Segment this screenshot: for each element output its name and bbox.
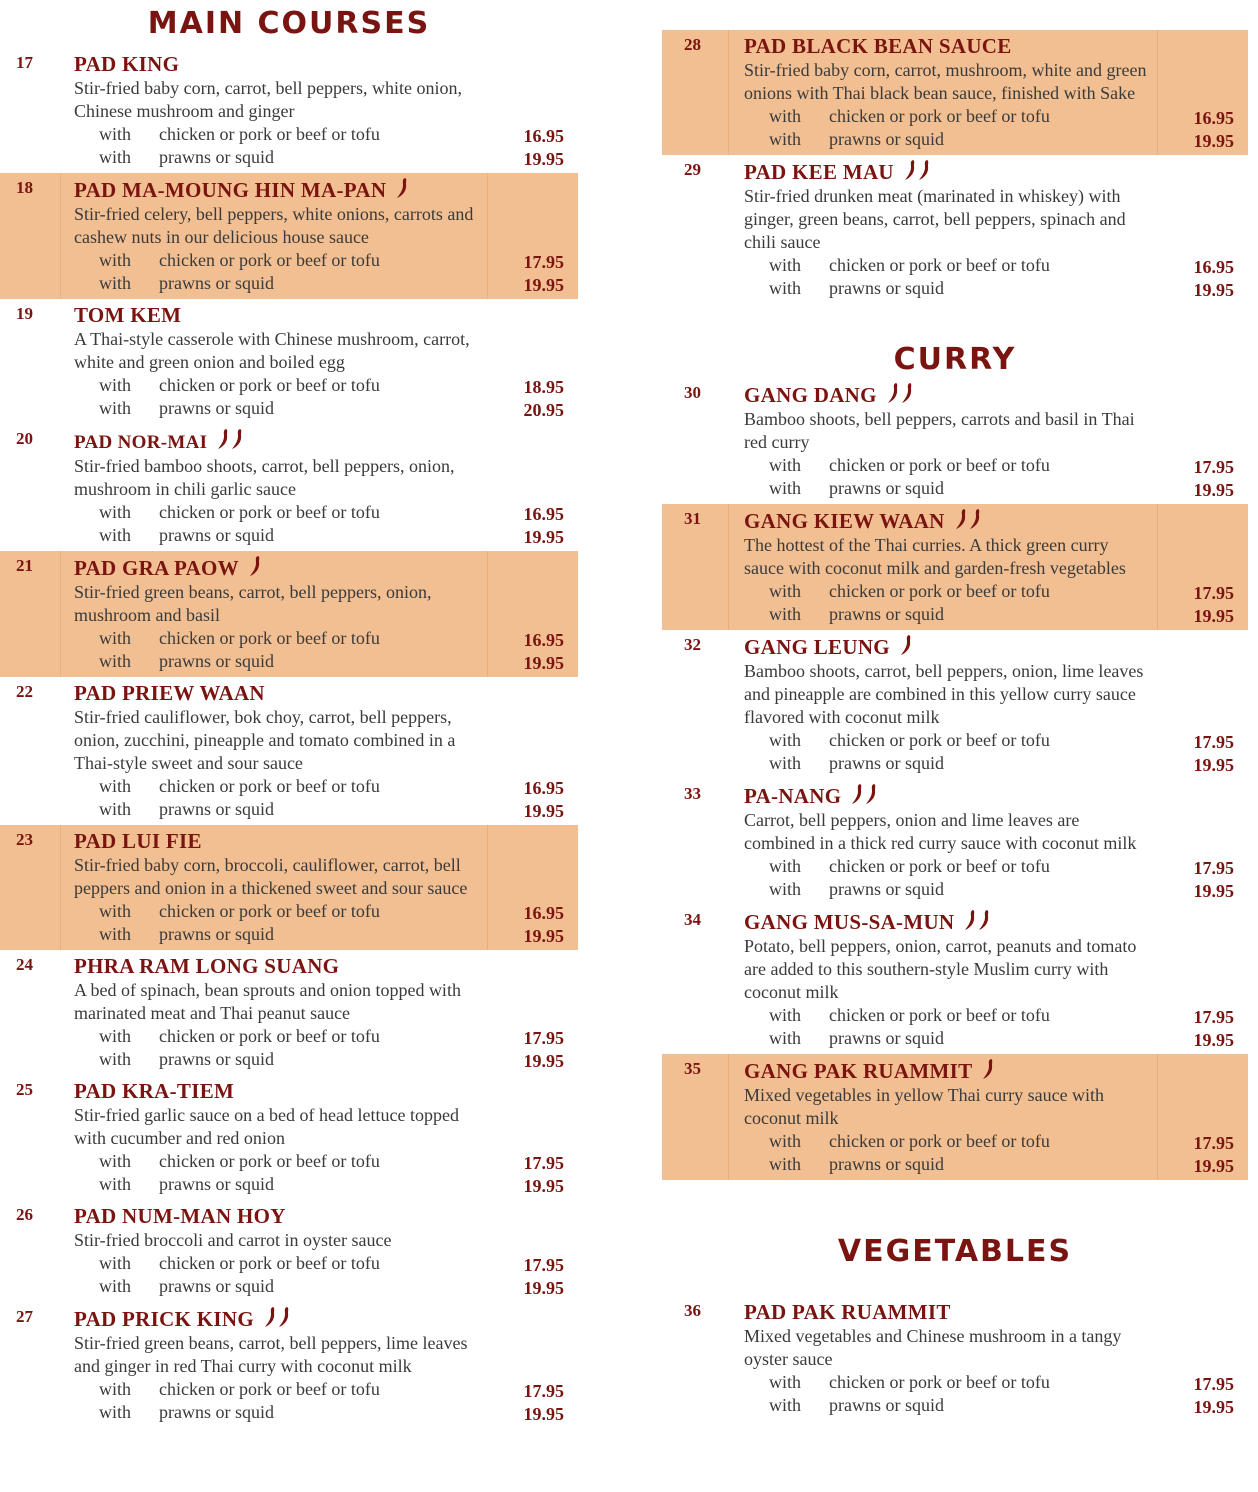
with-label: with bbox=[99, 1151, 132, 1171]
menu-item bbox=[0, 825, 578, 950]
menu-item bbox=[662, 905, 1248, 1054]
item-number: 29 bbox=[684, 160, 701, 179]
menu-item bbox=[0, 48, 578, 173]
item-description: Stir-fried celery, bell peppers, white onions, carrots and cashew nuts in our delicious house sauce bbox=[74, 204, 474, 247]
with-label: with bbox=[99, 375, 132, 395]
protein-options: prawns or squid bbox=[829, 129, 944, 149]
price-option-meat bbox=[74, 1252, 564, 1275]
price-option-seafood bbox=[74, 650, 564, 673]
menu-item bbox=[662, 1054, 1248, 1180]
protein-options: prawns or squid bbox=[829, 1154, 944, 1174]
with-label: with bbox=[769, 478, 802, 498]
protein-options: chicken or pork or beef or tofu bbox=[159, 776, 380, 796]
price-option-meat bbox=[74, 249, 564, 272]
price: 17.95 bbox=[1193, 858, 1234, 878]
menu-item bbox=[0, 299, 578, 424]
price-option-meat bbox=[74, 900, 564, 923]
price: 19.95 bbox=[1193, 881, 1234, 901]
price-option-seafood bbox=[74, 146, 564, 169]
chili-pepper-icon bbox=[900, 634, 912, 656]
protein-options: prawns or squid bbox=[159, 1049, 274, 1069]
item-name-text: PAD KRA-TIEM bbox=[74, 1079, 235, 1103]
price-option-meat bbox=[744, 580, 1234, 603]
item-name-text: PA-NANG bbox=[744, 784, 842, 808]
protein-options: chicken or pork or beef or tofu bbox=[159, 124, 380, 144]
item-name-text: PAD LUI FIE bbox=[74, 829, 202, 853]
price-option-seafood bbox=[744, 277, 1234, 300]
chili-pepper-icon bbox=[217, 428, 229, 450]
price: 19.95 bbox=[1193, 480, 1234, 500]
price-option-meat bbox=[74, 1025, 564, 1048]
price-option-seafood bbox=[744, 1394, 1234, 1417]
item-number: 26 bbox=[16, 1205, 33, 1224]
price-option-meat bbox=[744, 454, 1234, 477]
with-label: with bbox=[769, 879, 802, 899]
protein-options: prawns or squid bbox=[829, 1028, 944, 1048]
protein-options: chicken or pork or beef or tofu bbox=[159, 1379, 380, 1399]
price: 19.95 bbox=[1193, 1397, 1234, 1417]
item-number: 23 bbox=[16, 830, 33, 849]
item-name-text: GANG DANG bbox=[744, 383, 877, 407]
with-label: with bbox=[99, 628, 132, 648]
menu-item bbox=[662, 504, 1248, 630]
price: 17.95 bbox=[1193, 1133, 1234, 1153]
chili-pepper-icon bbox=[249, 555, 261, 577]
price: 19.95 bbox=[523, 1404, 564, 1424]
item-description: Mixed vegetables and Chinese mushroom in a tangy oyster sauce bbox=[744, 1326, 1122, 1369]
chili-pepper-icon bbox=[982, 1058, 994, 1080]
with-label: with bbox=[769, 730, 802, 750]
price: 17.95 bbox=[1193, 732, 1234, 752]
price: 19.95 bbox=[523, 1176, 564, 1196]
protein-options: prawns or squid bbox=[829, 879, 944, 899]
item-description: Bamboo shoots, bell peppers, carrots and basil in Thai red curry bbox=[744, 409, 1135, 452]
with-label: with bbox=[99, 1379, 132, 1399]
price-option-meat bbox=[744, 105, 1234, 128]
with-label: with bbox=[99, 124, 132, 144]
item-description: Stir-fried green beans, carrot, bell peppers, lime leaves and ginger in red Thai curry with coconut milk bbox=[74, 1333, 468, 1376]
item-description: Stir-fried bamboo shoots, carrot, bell peppers, onion, mushroom in chili garlic sauce bbox=[74, 456, 455, 499]
price: 17.95 bbox=[1193, 457, 1234, 477]
item-number: 28 bbox=[684, 35, 701, 54]
item-name bbox=[744, 159, 1234, 185]
item-number: 31 bbox=[684, 509, 701, 528]
with-label: with bbox=[99, 1253, 132, 1273]
price: 16.95 bbox=[523, 504, 564, 524]
item-description: Stir-fried garlic sauce on a bed of head lettuce topped with cucumber and red onion bbox=[74, 1105, 459, 1148]
with-label: with bbox=[769, 129, 802, 149]
item-number: 34 bbox=[684, 910, 701, 929]
price-option-seafood bbox=[744, 128, 1234, 151]
menu-item bbox=[0, 424, 578, 551]
price: 17.95 bbox=[523, 252, 564, 272]
with-label: with bbox=[769, 604, 802, 624]
item-number: 17 bbox=[16, 53, 33, 72]
item-name bbox=[74, 1204, 564, 1229]
item-description: Mixed vegetables in yellow Thai curry sauce with coconut milk bbox=[744, 1085, 1105, 1128]
price: 19.95 bbox=[1193, 755, 1234, 775]
item-description: Stir-fried cauliflower, bok choy, carrot, bell peppers, onion, zucchini, pineapple and tomato combined in a Thai-style sweet and sour sauce bbox=[74, 707, 456, 773]
with-label: with bbox=[99, 147, 132, 167]
price: 16.95 bbox=[1193, 108, 1234, 128]
with-label: with bbox=[769, 1131, 802, 1151]
item-name-text: PAD MA-MOUNG HIN MA-PAN bbox=[74, 178, 387, 202]
item-name bbox=[744, 34, 1234, 59]
menu-item bbox=[0, 173, 578, 299]
with-label: with bbox=[99, 502, 132, 522]
item-description: A Thai-style casserole with Chinese mushroom, carrot, white and green onion and boiled egg bbox=[74, 329, 470, 372]
with-label: with bbox=[769, 1154, 802, 1174]
item-name bbox=[74, 681, 564, 706]
with-label: with bbox=[769, 1372, 802, 1392]
with-label: with bbox=[769, 856, 802, 876]
price-option-seafood bbox=[74, 1048, 564, 1071]
item-name bbox=[74, 1306, 564, 1332]
price: 19.95 bbox=[523, 149, 564, 169]
with-label: with bbox=[99, 1276, 132, 1296]
protein-options: chicken or pork or beef or tofu bbox=[829, 106, 1050, 126]
price: 19.95 bbox=[523, 275, 564, 295]
protein-options: prawns or squid bbox=[159, 1402, 274, 1422]
price-option-meat bbox=[74, 1150, 564, 1173]
chili-pepper-icon bbox=[231, 428, 243, 450]
item-number: 25 bbox=[16, 1080, 33, 1099]
price: 17.95 bbox=[1193, 583, 1234, 603]
with-label: with bbox=[99, 1402, 132, 1422]
item-name-text: GANG LEUNG bbox=[744, 635, 890, 659]
price: 19.95 bbox=[1193, 1030, 1234, 1050]
item-number: 36 bbox=[684, 1301, 701, 1320]
item-name-text: PAD PRIEW WAAN bbox=[74, 681, 265, 705]
price: 19.95 bbox=[523, 801, 564, 821]
price-option-seafood bbox=[74, 923, 564, 946]
with-label: with bbox=[769, 106, 802, 126]
protein-options: prawns or squid bbox=[159, 398, 274, 418]
price: 19.95 bbox=[1193, 1156, 1234, 1176]
item-name-text: GANG KIEW WAAN bbox=[744, 509, 945, 533]
protein-options: chicken or pork or beef or tofu bbox=[829, 255, 1050, 275]
price: 16.95 bbox=[523, 778, 564, 798]
chili-pepper-icon bbox=[865, 783, 877, 805]
menu-item bbox=[0, 551, 578, 677]
with-label: with bbox=[769, 753, 802, 773]
item-description: Potato, bell peppers, onion, carrot, peanuts and tomato are added to this southern-style Muslim curry with coconut milk bbox=[744, 936, 1137, 1002]
item-name-text: PAD KEE MAU bbox=[744, 160, 894, 184]
protein-options: prawns or squid bbox=[829, 478, 944, 498]
protein-options: prawns or squid bbox=[159, 273, 274, 293]
price-option-meat bbox=[744, 1004, 1234, 1027]
price: 19.95 bbox=[1193, 606, 1234, 626]
chili-pepper-icon bbox=[264, 1306, 276, 1328]
price: 20.95 bbox=[523, 400, 564, 420]
price-option-meat bbox=[744, 729, 1234, 752]
with-label: with bbox=[769, 1395, 802, 1415]
item-name bbox=[74, 52, 564, 77]
protein-options: prawns or squid bbox=[159, 1174, 274, 1194]
price-option-seafood bbox=[74, 397, 564, 420]
with-label: with bbox=[99, 799, 132, 819]
price-option-seafood bbox=[74, 524, 564, 547]
item-name bbox=[74, 428, 564, 455]
chili-pepper-icon bbox=[887, 382, 899, 404]
protein-options: prawns or squid bbox=[829, 753, 944, 773]
chili-pepper-icon bbox=[851, 783, 863, 805]
item-number: 33 bbox=[684, 784, 701, 803]
protein-options: chicken or pork or beef or tofu bbox=[829, 730, 1050, 750]
menu-item bbox=[662, 155, 1248, 304]
chili-pepper-icon bbox=[969, 508, 981, 530]
item-name-text: PAD KING bbox=[74, 52, 180, 76]
section-title-curry: CURRY bbox=[893, 342, 1017, 377]
with-label: with bbox=[769, 581, 802, 601]
price-option-seafood bbox=[744, 477, 1234, 500]
item-name-text: PAD PRICK KING bbox=[74, 1307, 254, 1331]
with-label: with bbox=[769, 1005, 802, 1025]
with-label: with bbox=[769, 255, 802, 275]
price-option-meat bbox=[74, 501, 564, 524]
price: 17.95 bbox=[1193, 1374, 1234, 1394]
with-label: with bbox=[99, 273, 132, 293]
price-option-seafood bbox=[74, 272, 564, 295]
chili-pepper-icon bbox=[396, 177, 408, 199]
item-name bbox=[744, 382, 1234, 408]
item-name bbox=[74, 303, 564, 328]
item-number: 19 bbox=[16, 304, 33, 323]
item-number: 27 bbox=[16, 1307, 33, 1326]
protein-options: chicken or pork or beef or tofu bbox=[829, 581, 1050, 601]
price-option-seafood bbox=[74, 798, 564, 821]
item-name bbox=[744, 508, 1234, 534]
with-label: with bbox=[99, 901, 132, 921]
price: 17.95 bbox=[523, 1255, 564, 1275]
price: 16.95 bbox=[1193, 257, 1234, 277]
chili-pepper-icon bbox=[278, 1306, 290, 1328]
item-name-text: PAD NOR-MAI bbox=[74, 432, 208, 453]
item-name-text: TOM KEM bbox=[74, 303, 182, 327]
item-name bbox=[74, 829, 564, 854]
item-name bbox=[74, 954, 564, 979]
protein-options: prawns or squid bbox=[159, 651, 274, 671]
item-name bbox=[744, 783, 1234, 809]
item-name-text: PAD PAK RUAMMIT bbox=[744, 1300, 951, 1324]
chili-pepper-icon bbox=[901, 382, 913, 404]
menu-item bbox=[662, 779, 1248, 905]
price-option-meat bbox=[74, 775, 564, 798]
price: 17.95 bbox=[523, 1028, 564, 1048]
with-label: with bbox=[99, 924, 132, 944]
with-label: with bbox=[99, 525, 132, 545]
menu-item bbox=[662, 630, 1248, 779]
with-label: with bbox=[99, 1049, 132, 1069]
left-column bbox=[0, 0, 578, 1428]
price-option-meat bbox=[74, 627, 564, 650]
protein-options: prawns or squid bbox=[159, 799, 274, 819]
price: 16.95 bbox=[523, 126, 564, 146]
chili-pepper-icon bbox=[964, 909, 976, 931]
section-title-main-courses: MAIN COURSES bbox=[147, 6, 431, 41]
protein-options: prawns or squid bbox=[159, 924, 274, 944]
with-label: with bbox=[769, 1028, 802, 1048]
price-option-meat bbox=[74, 374, 564, 397]
with-label: with bbox=[99, 1026, 132, 1046]
item-description: Stir-fried baby corn, carrot, bell peppers, white onion, Chinese mushroom and ginger bbox=[74, 78, 463, 121]
price-option-meat bbox=[74, 123, 564, 146]
item-name bbox=[74, 555, 564, 581]
price: 16.95 bbox=[523, 903, 564, 923]
price-option-seafood bbox=[74, 1173, 564, 1196]
section-title-vegetables: VEGETABLES bbox=[837, 1234, 1073, 1269]
protein-options: chicken or pork or beef or tofu bbox=[159, 901, 380, 921]
item-number: 32 bbox=[684, 635, 701, 654]
item-name-text: PAD NUM-MAN HOY bbox=[74, 1204, 286, 1228]
item-number: 18 bbox=[16, 178, 33, 197]
item-number: 35 bbox=[684, 1059, 701, 1078]
menu-item bbox=[662, 378, 1248, 504]
price-option-seafood bbox=[744, 752, 1234, 775]
chili-pepper-icon bbox=[918, 159, 930, 181]
item-description: Stir-fried baby corn, carrot, mushroom, white and green onions with Thai black bean sauce, finished with Sake bbox=[744, 60, 1147, 103]
item-name bbox=[744, 634, 1234, 660]
protein-options: prawns or squid bbox=[159, 147, 274, 167]
chili-pepper-icon bbox=[978, 909, 990, 931]
price-option-meat bbox=[744, 1371, 1234, 1394]
protein-options: prawns or squid bbox=[159, 525, 274, 545]
right-column bbox=[662, 0, 1248, 1421]
price: 19.95 bbox=[523, 527, 564, 547]
menu-item bbox=[0, 1200, 578, 1302]
item-description: Stir-fried baby corn, broccoli, cauliflower, carrot, bell peppers and onion in a thickened sweet and sour sauce bbox=[74, 855, 468, 898]
item-name-text: PAD GRA PAOW bbox=[74, 556, 239, 580]
price-option-meat bbox=[744, 855, 1234, 878]
item-description: A bed of spinach, bean sprouts and onion topped with marinated meat and Thai peanut sauce bbox=[74, 980, 461, 1023]
menu-item bbox=[0, 950, 578, 1075]
item-name bbox=[74, 1079, 564, 1104]
protein-options: chicken or pork or beef or tofu bbox=[159, 1253, 380, 1273]
item-number: 21 bbox=[16, 556, 33, 575]
price: 18.95 bbox=[523, 377, 564, 397]
item-name-text: GANG PAK RUAMMIT bbox=[744, 1059, 973, 1083]
price: 19.95 bbox=[1193, 131, 1234, 151]
item-name-text: PAD BLACK BEAN SAUCE bbox=[744, 34, 1012, 58]
price: 16.95 bbox=[523, 630, 564, 650]
item-number: 24 bbox=[16, 955, 33, 974]
protein-options: chicken or pork or beef or tofu bbox=[159, 1026, 380, 1046]
protein-options: chicken or pork or beef or tofu bbox=[829, 455, 1050, 475]
item-number: 20 bbox=[16, 429, 33, 448]
with-label: with bbox=[99, 776, 132, 796]
price-option-seafood bbox=[744, 1027, 1234, 1050]
price-option-seafood bbox=[744, 603, 1234, 626]
chili-pepper-icon bbox=[955, 508, 967, 530]
protein-options: chicken or pork or beef or tofu bbox=[829, 1005, 1050, 1025]
protein-options: chicken or pork or beef or tofu bbox=[829, 1372, 1050, 1392]
item-description: Stir-fried broccoli and carrot in oyster sauce bbox=[74, 1230, 392, 1250]
protein-options: prawns or squid bbox=[829, 1395, 944, 1415]
protein-options: chicken or pork or beef or tofu bbox=[159, 1151, 380, 1171]
item-name bbox=[744, 1300, 1234, 1325]
price-option-seafood bbox=[744, 878, 1234, 901]
item-name-text: GANG MUS-SA-MUN bbox=[744, 910, 955, 934]
with-label: with bbox=[99, 398, 132, 418]
item-name bbox=[744, 909, 1234, 935]
price: 19.95 bbox=[523, 653, 564, 673]
protein-options: chicken or pork or beef or tofu bbox=[829, 1131, 1050, 1151]
price-option-seafood bbox=[744, 1153, 1234, 1176]
protein-options: chicken or pork or beef or tofu bbox=[159, 628, 380, 648]
item-description: Bamboo shoots, carrot, bell peppers, onion, lime leaves and pineapple are combined in this yellow curry sauce flavored with coconut milk bbox=[744, 661, 1144, 727]
price-option-seafood bbox=[74, 1275, 564, 1298]
protein-options: chicken or pork or beef or tofu bbox=[829, 856, 1050, 876]
price: 19.95 bbox=[523, 926, 564, 946]
price-option-meat bbox=[744, 1130, 1234, 1153]
price: 19.95 bbox=[523, 1278, 564, 1298]
price: 17.95 bbox=[1193, 1007, 1234, 1027]
price: 19.95 bbox=[523, 1051, 564, 1071]
price-option-meat bbox=[744, 254, 1234, 277]
item-number: 22 bbox=[16, 682, 33, 701]
protein-options: prawns or squid bbox=[159, 1276, 274, 1296]
menu-item bbox=[0, 1302, 578, 1428]
price: 17.95 bbox=[523, 1381, 564, 1401]
with-label: with bbox=[769, 278, 802, 298]
menu-item bbox=[662, 1296, 1248, 1421]
chili-pepper-icon bbox=[904, 159, 916, 181]
item-description: Carrot, bell peppers, onion and lime leaves are combined in a thick red curry sauce with coconut milk bbox=[744, 810, 1137, 853]
protein-options: chicken or pork or beef or tofu bbox=[159, 250, 380, 270]
item-description: Stir-fried drunken meat (marinated in whiskey) with ginger, green beans, carrot, bell peppers, spinach and chili sauce bbox=[744, 186, 1126, 252]
price: 19.95 bbox=[1193, 280, 1234, 300]
with-label: with bbox=[769, 455, 802, 475]
price-option-meat bbox=[74, 1378, 564, 1401]
item-name bbox=[744, 1058, 1234, 1084]
protein-options: chicken or pork or beef or tofu bbox=[159, 375, 380, 395]
with-label: with bbox=[99, 651, 132, 671]
item-description: Stir-fried green beans, carrot, bell peppers, onion, mushroom and basil bbox=[74, 582, 432, 625]
price: 17.95 bbox=[523, 1153, 564, 1173]
protein-options: prawns or squid bbox=[829, 278, 944, 298]
protein-options: chicken or pork or beef or tofu bbox=[159, 502, 380, 522]
item-description: The hottest of the Thai curries. A thick green curry sauce with coconut milk and garden-fresh vegetables bbox=[744, 535, 1126, 578]
item-number: 30 bbox=[684, 383, 701, 402]
with-label: with bbox=[99, 250, 132, 270]
item-name-text: PHRA RAM LONG SUANG bbox=[74, 954, 340, 978]
item-name bbox=[74, 177, 564, 203]
menu-item bbox=[0, 1075, 578, 1200]
menu-item bbox=[662, 30, 1248, 155]
with-label: with bbox=[99, 1174, 132, 1194]
protein-options: prawns or squid bbox=[829, 604, 944, 624]
menu-item bbox=[0, 677, 578, 825]
price-option-seafood bbox=[74, 1401, 564, 1424]
